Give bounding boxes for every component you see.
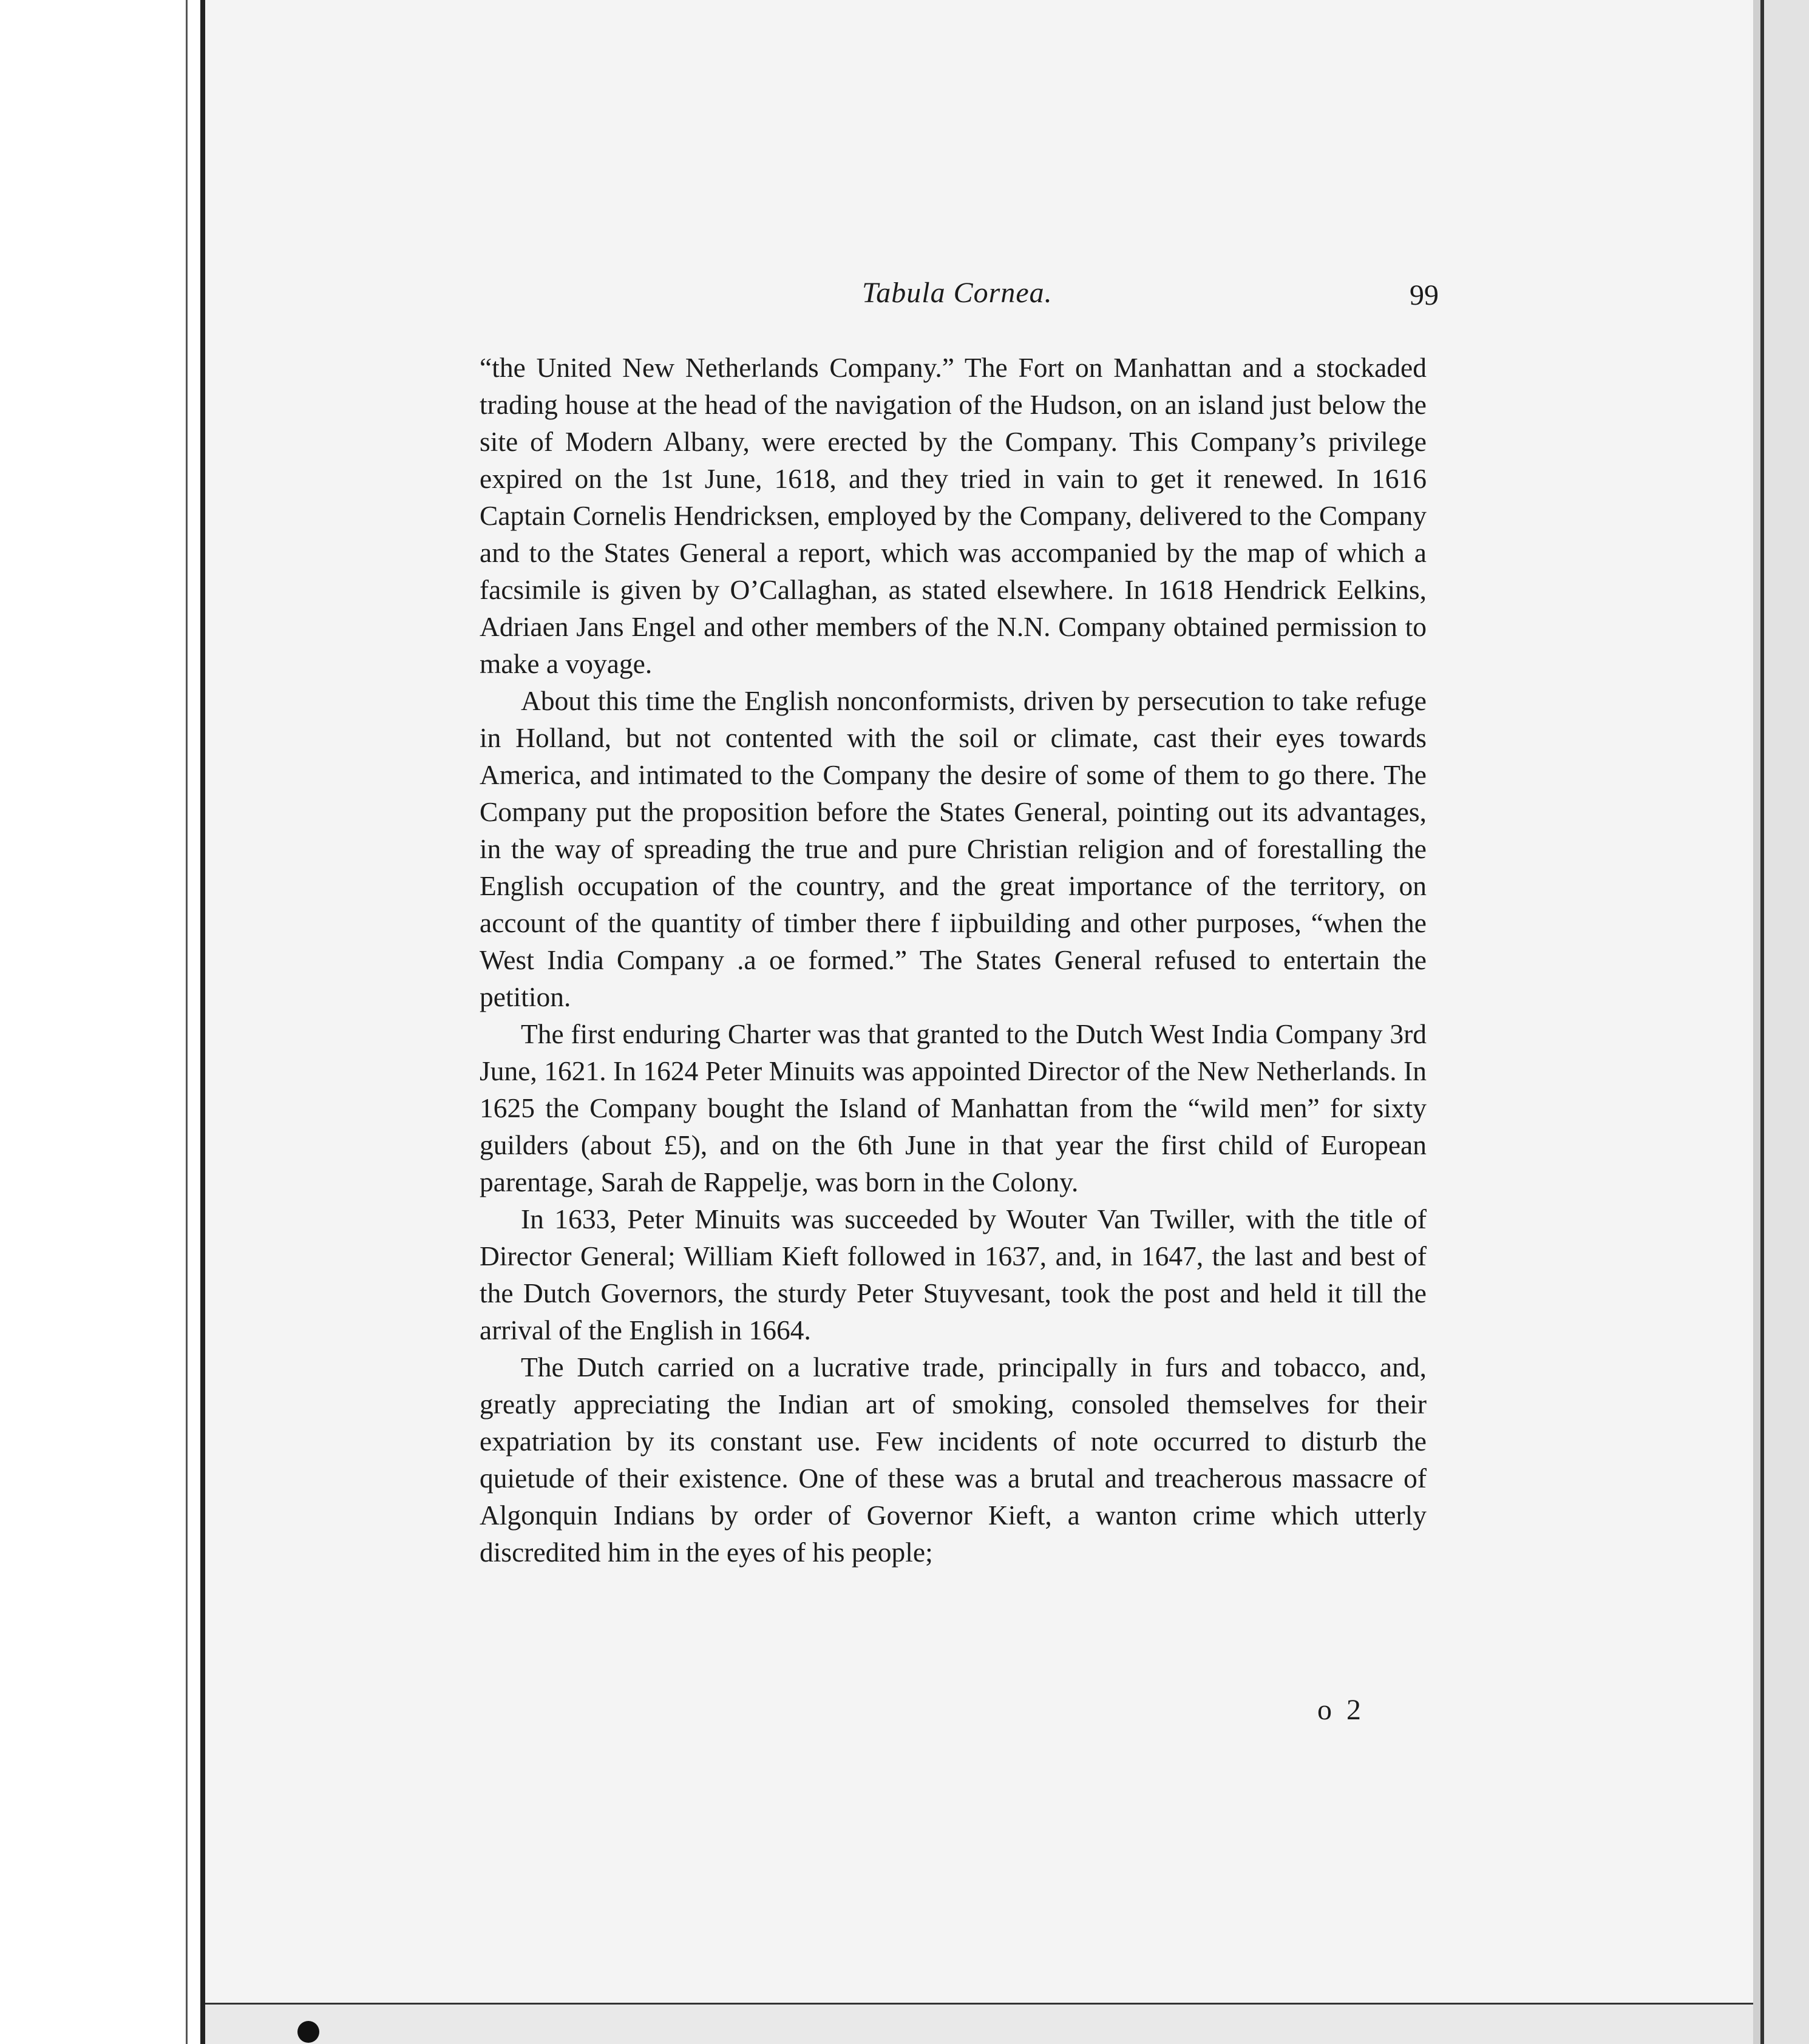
paragraph: The Dutch carried on a lucrative trade, principally in furs and tobacco, and, greatly appreciating the Indian art of smoking, consoled themselves for their expatriation by its constant use. Few incidents of note occurred to disturb the quietude of their existence. One of these was a brutal and treacherous massacre of Algonquin Indians by order of Governor Kieft, a wanton crime which utterly discredited him in the eyes of his people;: [480, 1352, 1427, 1568]
scan-margin-right: [1764, 0, 1809, 2044]
paragraph: The first enduring Charter was that granted to the Dutch West India Company 3rd June, 1621. In 1624 Peter Minuits was appointed Director of the New Netherlands. In 1625 the Company bought the Island of Manhattan from the “wild men” for sixty guilders (about £5), and on the 6th June in that year the first child of European parentage, Sarah de Rappelje, was born in the Colony.: [480, 1018, 1427, 1197]
running-title: Tabula Cornea.: [862, 277, 1053, 309]
paragraph: About this time the English nonconformists, driven by persecution to take refuge in Holland, but not contented with the soil or climate, cast their eyes towards America, and intimated to the Company the desire of some of them to go there. The Company put the proposition before the States General, pointing out its advantages, in the way of spreading the true and pure Christian religion and of forestalling the English occupation of the country, and the great importance of the territory, on account of the quantity of timber there f iipbuilding and other purposes, “when the West India Company .a oe formed.” The States General refused to entertain the petition.: [480, 685, 1427, 1012]
scan-margin-left: [0, 0, 200, 2044]
page-edge-right: [1753, 0, 1760, 2044]
body-text: [480, 349, 1427, 1571]
binding-edge: [200, 0, 205, 2044]
running-header: [862, 276, 1439, 319]
binding-shadow: [186, 0, 188, 2044]
signature-mark: o 2: [1317, 1694, 1365, 1726]
page-number: 99: [1410, 279, 1439, 311]
paragraph: “the United New Netherlands Company.” The Fort on Manhattan and a stockaded trading house at the head of the navigation of the Hudson, on an island just below the site of Modern Albany, were erected by the Company. This Company’s privilege expired on the 1st June, 1618, and they tried in vain to get it renewed. In 1616 Captain Cornelis Hendricksen, employed by the Company, delivered to the Company and to the States General a report, which was accompanied by the map of which a facsimile is given by O’Callaghan, as stated elsewhere. In 1618 Hendrick Eelkins, Adriaen Jans Engel and other members of the N.N. Company obtained permission to make a voyage.: [480, 352, 1427, 679]
paragraph: In 1633, Peter Minuits was succeeded by Wouter Van Twiller, with the title of Director General; William Kieft followed in 1637, and, in 1647, the last and best of the Dutch Governors, the sturdy Peter Stuyvesant, took the post and held it till the arrival of the English in 1664.: [480, 1203, 1427, 1345]
ink-blot: [297, 2021, 319, 2043]
